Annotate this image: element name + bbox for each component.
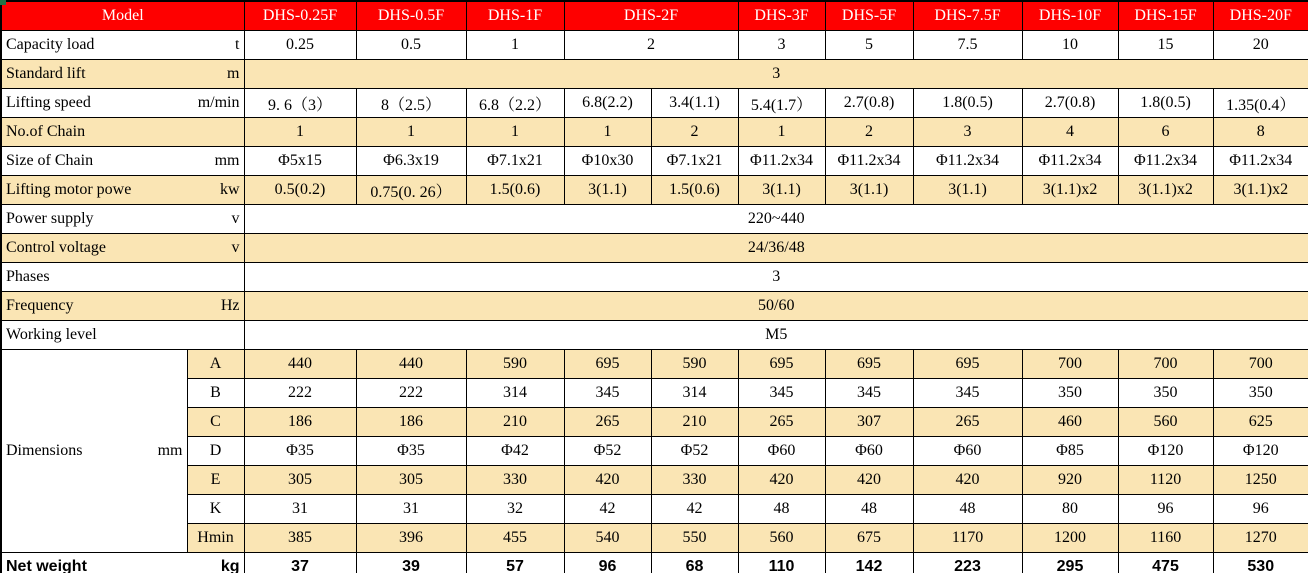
cell: 220~440 [244, 205, 1308, 234]
cell: 314 [651, 379, 738, 408]
cell: M5 [244, 321, 1308, 350]
cell: 330 [466, 466, 564, 495]
cell: 345 [825, 379, 913, 408]
cell: 350 [1213, 379, 1308, 408]
cell: 675 [825, 524, 913, 553]
row-label: Working level [6, 326, 97, 343]
cell: 80 [1022, 495, 1118, 524]
header-model-DHS-10F: DHS-10F [1022, 1, 1118, 31]
row-label: Control voltage [6, 239, 106, 256]
header-row [1, 1, 1308, 31]
cell: 110 [738, 553, 825, 573]
row-label-wrap [6, 181, 240, 199]
cell: 3(1.1)x2 [1022, 176, 1118, 205]
header-model-DHS-0.5F: DHS-0.5F [356, 1, 466, 31]
row-label: Capacity load [6, 36, 95, 53]
cell: Φ11.2x34 [1213, 147, 1308, 176]
cell: 0.75(0. 26） [356, 176, 466, 205]
cell: 1170 [913, 524, 1022, 553]
cell: 560 [1118, 408, 1213, 437]
cell: 695 [564, 350, 651, 379]
row-label-cell [1, 263, 244, 292]
cell: 345 [913, 379, 1022, 408]
row-label-wrap [6, 442, 183, 460]
cell: 4 [1022, 118, 1118, 147]
row-label-wrap [6, 36, 240, 54]
row-label: No.of Chain [6, 123, 86, 140]
cell: Φ6.3x19 [356, 147, 466, 176]
row-label: Phases [6, 268, 50, 285]
cell: 8（2.5） [356, 89, 466, 118]
cell: Φ7.1x21 [651, 147, 738, 176]
table-row [1, 292, 1308, 321]
cell: 48 [738, 495, 825, 524]
table-row [1, 321, 1308, 350]
cell: 590 [651, 350, 738, 379]
cell: 3 [244, 263, 1308, 292]
row-unit: v [231, 239, 240, 256]
table-row [1, 147, 1308, 176]
cell: 345 [564, 379, 651, 408]
dimension-key: A [187, 350, 244, 379]
cell: 695 [913, 350, 1022, 379]
cell: 222 [244, 379, 356, 408]
row-label-wrap [6, 297, 240, 315]
cell: 314 [466, 379, 564, 408]
dimensions-label-cell [1, 350, 187, 553]
row-label-cell [1, 89, 244, 118]
row-unit: v [231, 210, 240, 227]
cell: 222 [356, 379, 466, 408]
header-model-DHS-5F: DHS-5F [825, 1, 913, 31]
cell: 295 [1022, 553, 1118, 573]
table-row [1, 379, 1308, 408]
cell: 2 [651, 118, 738, 147]
dimension-key: E [187, 466, 244, 495]
cell: Φ11.2x34 [738, 147, 825, 176]
cell: 305 [356, 466, 466, 495]
cell: 5.4(1.7） [738, 89, 825, 118]
cell: 142 [825, 553, 913, 573]
cell: 1120 [1118, 466, 1213, 495]
row-label: Dimensions [6, 442, 83, 459]
cell: 625 [1213, 408, 1308, 437]
cell: Φ42 [466, 437, 564, 466]
dimension-key: Hmin [187, 524, 244, 553]
row-label-wrap [6, 152, 240, 170]
cell: 48 [913, 495, 1022, 524]
cell: Φ85 [1022, 437, 1118, 466]
cell: Φ10x30 [564, 147, 651, 176]
cell: 3(1.1)x2 [1213, 176, 1308, 205]
cell: 420 [564, 466, 651, 495]
cell: 695 [825, 350, 913, 379]
cell: 455 [466, 524, 564, 553]
cell: 186 [244, 408, 356, 437]
cell: 186 [356, 408, 466, 437]
row-label: Lifting motor powe [6, 181, 132, 198]
row-label: Frequency [6, 297, 74, 314]
dimension-key: B [187, 379, 244, 408]
cell: 0.5(0.2) [244, 176, 356, 205]
row-label-cell [1, 176, 244, 205]
cell: 210 [651, 408, 738, 437]
row-label-cell [1, 147, 244, 176]
cell: 1270 [1213, 524, 1308, 553]
cell: 475 [1118, 553, 1213, 573]
cell: 50/60 [244, 292, 1308, 321]
row-unit: Hz [220, 297, 240, 314]
cell: 330 [651, 466, 738, 495]
row-label-cell [1, 234, 244, 263]
cell: 42 [564, 495, 651, 524]
header-model-DHS-2F: DHS-2F [564, 1, 738, 31]
cell: Φ60 [738, 437, 825, 466]
cell: 8 [1213, 118, 1308, 147]
cell: 3(1.1) [825, 176, 913, 205]
cell: 48 [825, 495, 913, 524]
cell: 350 [1022, 379, 1118, 408]
row-label: Net weight [6, 558, 87, 573]
cell: 350 [1118, 379, 1213, 408]
cell: 265 [913, 408, 1022, 437]
cell: 3(1.1) [564, 176, 651, 205]
table-row [1, 31, 1308, 60]
cell: 265 [564, 408, 651, 437]
header-model-DHS-20F: DHS-20F [1213, 1, 1308, 31]
row-label-wrap [6, 268, 240, 286]
cell: 96 [564, 553, 651, 573]
row-label-cell [1, 118, 244, 147]
cell: 96 [1213, 495, 1308, 524]
row-unit: t [235, 36, 240, 53]
row-label-wrap [6, 94, 240, 112]
cell: 6.8(2.2) [564, 89, 651, 118]
cell: Φ5x15 [244, 147, 356, 176]
cell: 1250 [1213, 466, 1308, 495]
row-label-cell [1, 292, 244, 321]
row-label: Standard lift [6, 65, 86, 82]
row-label-wrap [6, 239, 240, 257]
cell: 550 [651, 524, 738, 553]
table-row [1, 437, 1308, 466]
cell: 420 [738, 466, 825, 495]
table-row [1, 495, 1308, 524]
cell: Φ120 [1213, 437, 1308, 466]
cell: 440 [356, 350, 466, 379]
cell: 37 [244, 553, 356, 573]
cell: 1.35(0.4） [1213, 89, 1308, 118]
cell: 440 [244, 350, 356, 379]
row-unit: mm [214, 152, 240, 169]
row-unit: kg [220, 558, 240, 573]
table-row [1, 466, 1308, 495]
cell: 305 [244, 466, 356, 495]
row-unit: mm [157, 442, 183, 459]
cell: 2.7(0.8) [1022, 89, 1118, 118]
table-row [1, 205, 1308, 234]
cell: 420 [825, 466, 913, 495]
cell: 210 [466, 408, 564, 437]
row-label-wrap [6, 123, 240, 141]
cell: 920 [1022, 466, 1118, 495]
table-row [1, 263, 1308, 292]
row-unit: m [227, 65, 240, 82]
cell: 1.8(0.5) [913, 89, 1022, 118]
dimension-key: C [187, 408, 244, 437]
cell: 10 [1022, 31, 1118, 60]
cell: 540 [564, 524, 651, 553]
cell: 0.5 [356, 31, 466, 60]
cell: 1 [356, 118, 466, 147]
table-row [1, 176, 1308, 205]
cell: Φ11.2x34 [1118, 147, 1213, 176]
cell: 530 [1213, 553, 1308, 573]
cell: 3.4(1.1) [651, 89, 738, 118]
cell: 1 [564, 118, 651, 147]
cell: 695 [738, 350, 825, 379]
row-label-cell [1, 31, 244, 60]
cell: 7.5 [913, 31, 1022, 60]
row-label: Lifting speed [6, 94, 91, 111]
cell: Φ11.2x34 [825, 147, 913, 176]
cell: 20 [1213, 31, 1308, 60]
table-row [1, 524, 1308, 553]
cell: 560 [738, 524, 825, 553]
header-model-DHS-1F: DHS-1F [466, 1, 564, 31]
row-label-wrap [6, 558, 240, 573]
cell: 68 [651, 553, 738, 573]
cell: 3(1.1) [738, 176, 825, 205]
cell: 5 [825, 31, 913, 60]
cell: 24/36/48 [244, 234, 1308, 263]
cell: 3(1.1)x2 [1118, 176, 1213, 205]
header-model-DHS-3F: DHS-3F [738, 1, 825, 31]
cell: 1.8(0.5) [1118, 89, 1213, 118]
cell: 1 [244, 118, 356, 147]
cell: 3 [244, 60, 1308, 89]
cell: 420 [913, 466, 1022, 495]
net-weight-row [1, 553, 1308, 573]
cell: 700 [1213, 350, 1308, 379]
cell: 39 [356, 553, 466, 573]
cell: 700 [1022, 350, 1118, 379]
cell: 460 [1022, 408, 1118, 437]
row-label: Size of Chain [6, 152, 94, 169]
cell: Φ60 [913, 437, 1022, 466]
cell: 42 [651, 495, 738, 524]
row-label-cell [1, 205, 244, 234]
row-label-cell [1, 553, 244, 573]
cell: 3 [913, 118, 1022, 147]
dimension-key: K [187, 495, 244, 524]
cell: Φ52 [651, 437, 738, 466]
cell: 31 [356, 495, 466, 524]
cell: 307 [825, 408, 913, 437]
cell: Φ11.2x34 [1022, 147, 1118, 176]
cell: 15 [1118, 31, 1213, 60]
row-unit: kw [219, 181, 240, 198]
cell: 700 [1118, 350, 1213, 379]
cell: 1 [738, 118, 825, 147]
header-model-DHS-0.25F: DHS-0.25F [244, 1, 356, 31]
row-label-wrap [6, 326, 240, 344]
cell: 6 [1118, 118, 1213, 147]
cell: 0.25 [244, 31, 356, 60]
cell: 396 [356, 524, 466, 553]
row-label-wrap [6, 210, 240, 228]
cell: 1 [466, 118, 564, 147]
cell: 9. 6（3） [244, 89, 356, 118]
row-label-cell [1, 321, 244, 350]
cell: Φ35 [244, 437, 356, 466]
cell: 32 [466, 495, 564, 524]
cell: 31 [244, 495, 356, 524]
cell: 1 [466, 31, 564, 60]
cell: Φ52 [564, 437, 651, 466]
table-row [1, 89, 1308, 118]
row-label-wrap [6, 65, 240, 83]
cell: 223 [913, 553, 1022, 573]
table-row [1, 60, 1308, 89]
cell: 1160 [1118, 524, 1213, 553]
table-row [1, 408, 1308, 437]
cell: 345 [738, 379, 825, 408]
row-label-cell [1, 60, 244, 89]
header-model-label: Model [1, 1, 244, 31]
cell: 2 [825, 118, 913, 147]
row-unit: m/min [197, 94, 240, 111]
cell: 1200 [1022, 524, 1118, 553]
row-label: Power supply [6, 210, 94, 227]
cell: 590 [466, 350, 564, 379]
cell: 385 [244, 524, 356, 553]
dimension-key: D [187, 437, 244, 466]
cell: 2 [564, 31, 738, 60]
cell: Φ7.1x21 [466, 147, 564, 176]
cell: Φ11.2x34 [913, 147, 1022, 176]
cell: Φ60 [825, 437, 913, 466]
header-model-DHS-15F: DHS-15F [1118, 1, 1213, 31]
cell: 96 [1118, 495, 1213, 524]
cell: 1.5(0.6) [466, 176, 564, 205]
cell: 2.7(0.8) [825, 89, 913, 118]
cell: 3 [738, 31, 825, 60]
table-row [1, 234, 1308, 263]
cell: 57 [466, 553, 564, 573]
header-model-DHS-7.5F: DHS-7.5F [913, 1, 1022, 31]
corner-artifact [0, 0, 6, 5]
table-row [1, 350, 1308, 379]
cell: 1.5(0.6) [651, 176, 738, 205]
cell: 6.8（2.2） [466, 89, 564, 118]
table-row [1, 118, 1308, 147]
cell: 265 [738, 408, 825, 437]
cell: 3(1.1) [913, 176, 1022, 205]
cell: Φ120 [1118, 437, 1213, 466]
cell: Φ35 [356, 437, 466, 466]
